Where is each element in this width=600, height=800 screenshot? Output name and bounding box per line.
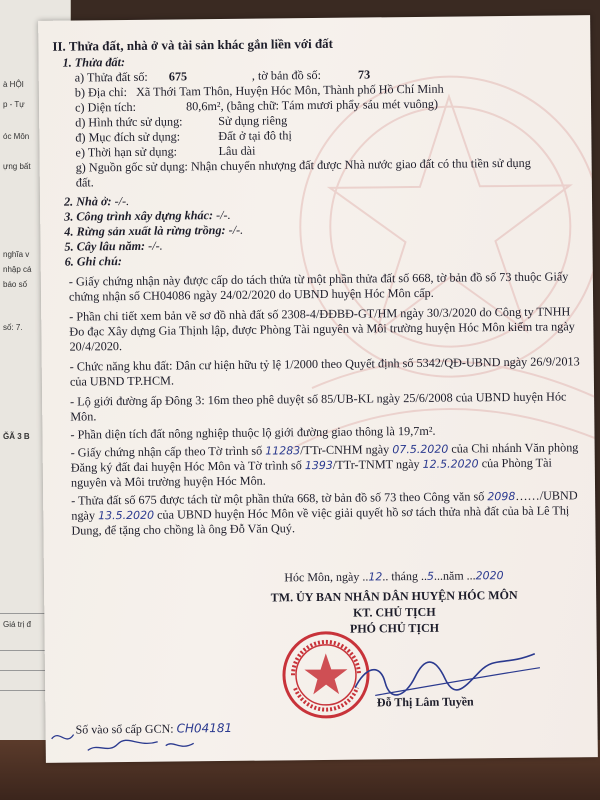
signer-name: Đỗ Thị Lâm Tuyền xyxy=(376,694,474,710)
certificate-page xyxy=(38,15,598,763)
under-fragment: ựng bất xyxy=(3,162,31,171)
under-fragment: ĞÃ 3 B xyxy=(3,432,30,441)
item-house: 2. Nhà ở: -/-. xyxy=(63,193,130,209)
handwritten-number: 11283 xyxy=(265,444,301,458)
note-5: - Phần diện tích đất nông nghiệp thuộc lộ giới đường giao thông là 19,7m². xyxy=(70,423,436,442)
purpose-value: Đất ở tại đô thị xyxy=(218,128,292,144)
note-1: - Giấy chứng nhận này được cấp do tách thửa từ một phần thửa đất số 668, tờ bản đồ số 73 thuộc Giấy chứng nhận số CH04086 ngày 24/02/2020 do UBND huyện Hóc Môn cấp. xyxy=(68,269,569,304)
handwritten-date: 12.5.2020 xyxy=(422,457,479,471)
under-fragment: báo số xyxy=(3,280,28,289)
signing-organization: TM. ỦY BAN NHÂN DÂN HUYỆN HÓC MÔN xyxy=(270,587,518,605)
note-2: - Phần chi tiết xem bản vẽ sơ đồ nhà đất số 2308-4/ĐĐBĐ-GT/HM ngày 30/3/2020 do Công ty TNHH Đo đạc Xây dựng Gia Thịnh lập, được Phòng Tài nguyên và Môi trường huyện Hóc Môn kiểm tra ngày 20/4/2020. xyxy=(69,304,575,354)
origin-row xyxy=(54,155,582,191)
land-heading: 1. Thửa đất: xyxy=(62,55,126,70)
place-date: Hóc Môn, ngày ..12.. tháng ..5...năm ...2020 xyxy=(284,568,504,585)
handwritten-date: 13.5.2020 xyxy=(97,508,155,523)
certificate-register-number: Số vào sổ cấp GCN: CH04181 xyxy=(75,720,233,737)
item-planted-forest: 4. Rừng sản xuất là rừng trồng: -/-. xyxy=(64,222,244,239)
area-label: c) Diện tích: xyxy=(74,99,137,115)
handwritten-number: 2098 xyxy=(487,489,516,504)
note-7: - Thửa đất số 675 được tách từ một phần thửa 668, tờ bản đồ số 73 theo Công văn số 2098……/UBND ngày 13.5.2020 của UBND huyện Hóc Môn về việc giải quyết hồ sơ tách thửa nhà đất của bà Lê Thị Dung, để tặng cho chồng là ông Đỗ Văn Quý. xyxy=(71,488,578,538)
origin-value: Nhận chuyển nhượng đất được Nhà nước giao đất có thu tiền sử dụng đất. xyxy=(75,155,531,190)
item-other-construction: 3. Công trình xây dựng khác: -/-. xyxy=(64,207,231,224)
under-fragment: Giá trị đ xyxy=(3,620,32,629)
under-fragment: nhập cá xyxy=(3,265,32,274)
purpose-label: đ) Mục đích sử dụng: xyxy=(75,129,181,145)
other-items xyxy=(54,189,583,270)
signing-for: KT. CHỦ TỊCH xyxy=(352,604,436,620)
parcel-label: a) Thửa đất số: xyxy=(74,69,148,85)
sheet-number: 73 xyxy=(357,67,371,82)
sheet-label: , tờ bản đồ số: xyxy=(251,67,322,83)
handwritten-date: 07.5.2020 xyxy=(392,442,449,457)
under-fragment: số: 7. xyxy=(3,323,23,332)
note-3: - Chức năng khu đất: Dân cư hiện hữu tỷ lệ 1/2000 theo Quyết định số 5342/QĐ-UBND ngày 26/9/2013 của UBND TP.HCM. xyxy=(69,354,580,389)
origin-label: g) Nguồn gốc sử dụng: xyxy=(75,159,188,175)
note-4: - Lộ giới đường ấp Đông 3: 16m theo phê duyệt số 85/UB-KL ngày 25/6/2008 của UBND huyện Hóc Môn. xyxy=(70,389,567,424)
note-6: - Giấy chứng nhận cấp theo Tờ trình số 11283/TTr-CNHM ngày 07.5.2020 của Chi nhánh Văn phòng Đăng ký đất đai huyện Hóc Môn và Tờ trình số 1393/TTr-TNMT ngày 12.5.2020 của Phòng Tài nguyên và Môi trường huyện Hóc Môn. xyxy=(70,440,579,490)
address-label: b) Địa chỉ: xyxy=(74,84,128,100)
under-fragment: à HỘI xyxy=(3,80,24,89)
term-value: Lâu dài xyxy=(218,143,256,159)
item-notes-heading: 6. Ghi chú: xyxy=(64,254,122,269)
address-value: Xã Thới Tam Thôn, Huyện Hóc Môn, Thành phố Hồ Chí Minh xyxy=(135,81,444,99)
parcel-number: 675 xyxy=(168,69,188,84)
handwritten-initials-icon xyxy=(48,723,208,759)
under-fragment: nghĩa v xyxy=(3,250,30,259)
register-value: CH04181 xyxy=(176,720,233,736)
signing-position: PHÓ CHỦ TỊCH xyxy=(349,620,440,636)
term-label: e) Thời hạn sử dụng: xyxy=(75,144,178,160)
handwritten-number: 1393 xyxy=(304,458,333,473)
section-title: II. Thửa đất, nhà ở và tài sản khác gắn liền với đất xyxy=(52,35,334,54)
area-value: 80,6m², (bằng chữ: Tám mươi phẩy sáu mét vuông) xyxy=(186,96,439,114)
under-fragment: p - Tự xyxy=(3,100,25,109)
item-perennial-trees: 5. Cây lâu năm: -/-. xyxy=(64,238,163,254)
under-fragment: óc Môn xyxy=(3,132,30,141)
usage-form-label: d) Hình thức sử dụng: xyxy=(75,114,183,130)
usage-form-value: Sử dụng riêng xyxy=(218,113,288,129)
